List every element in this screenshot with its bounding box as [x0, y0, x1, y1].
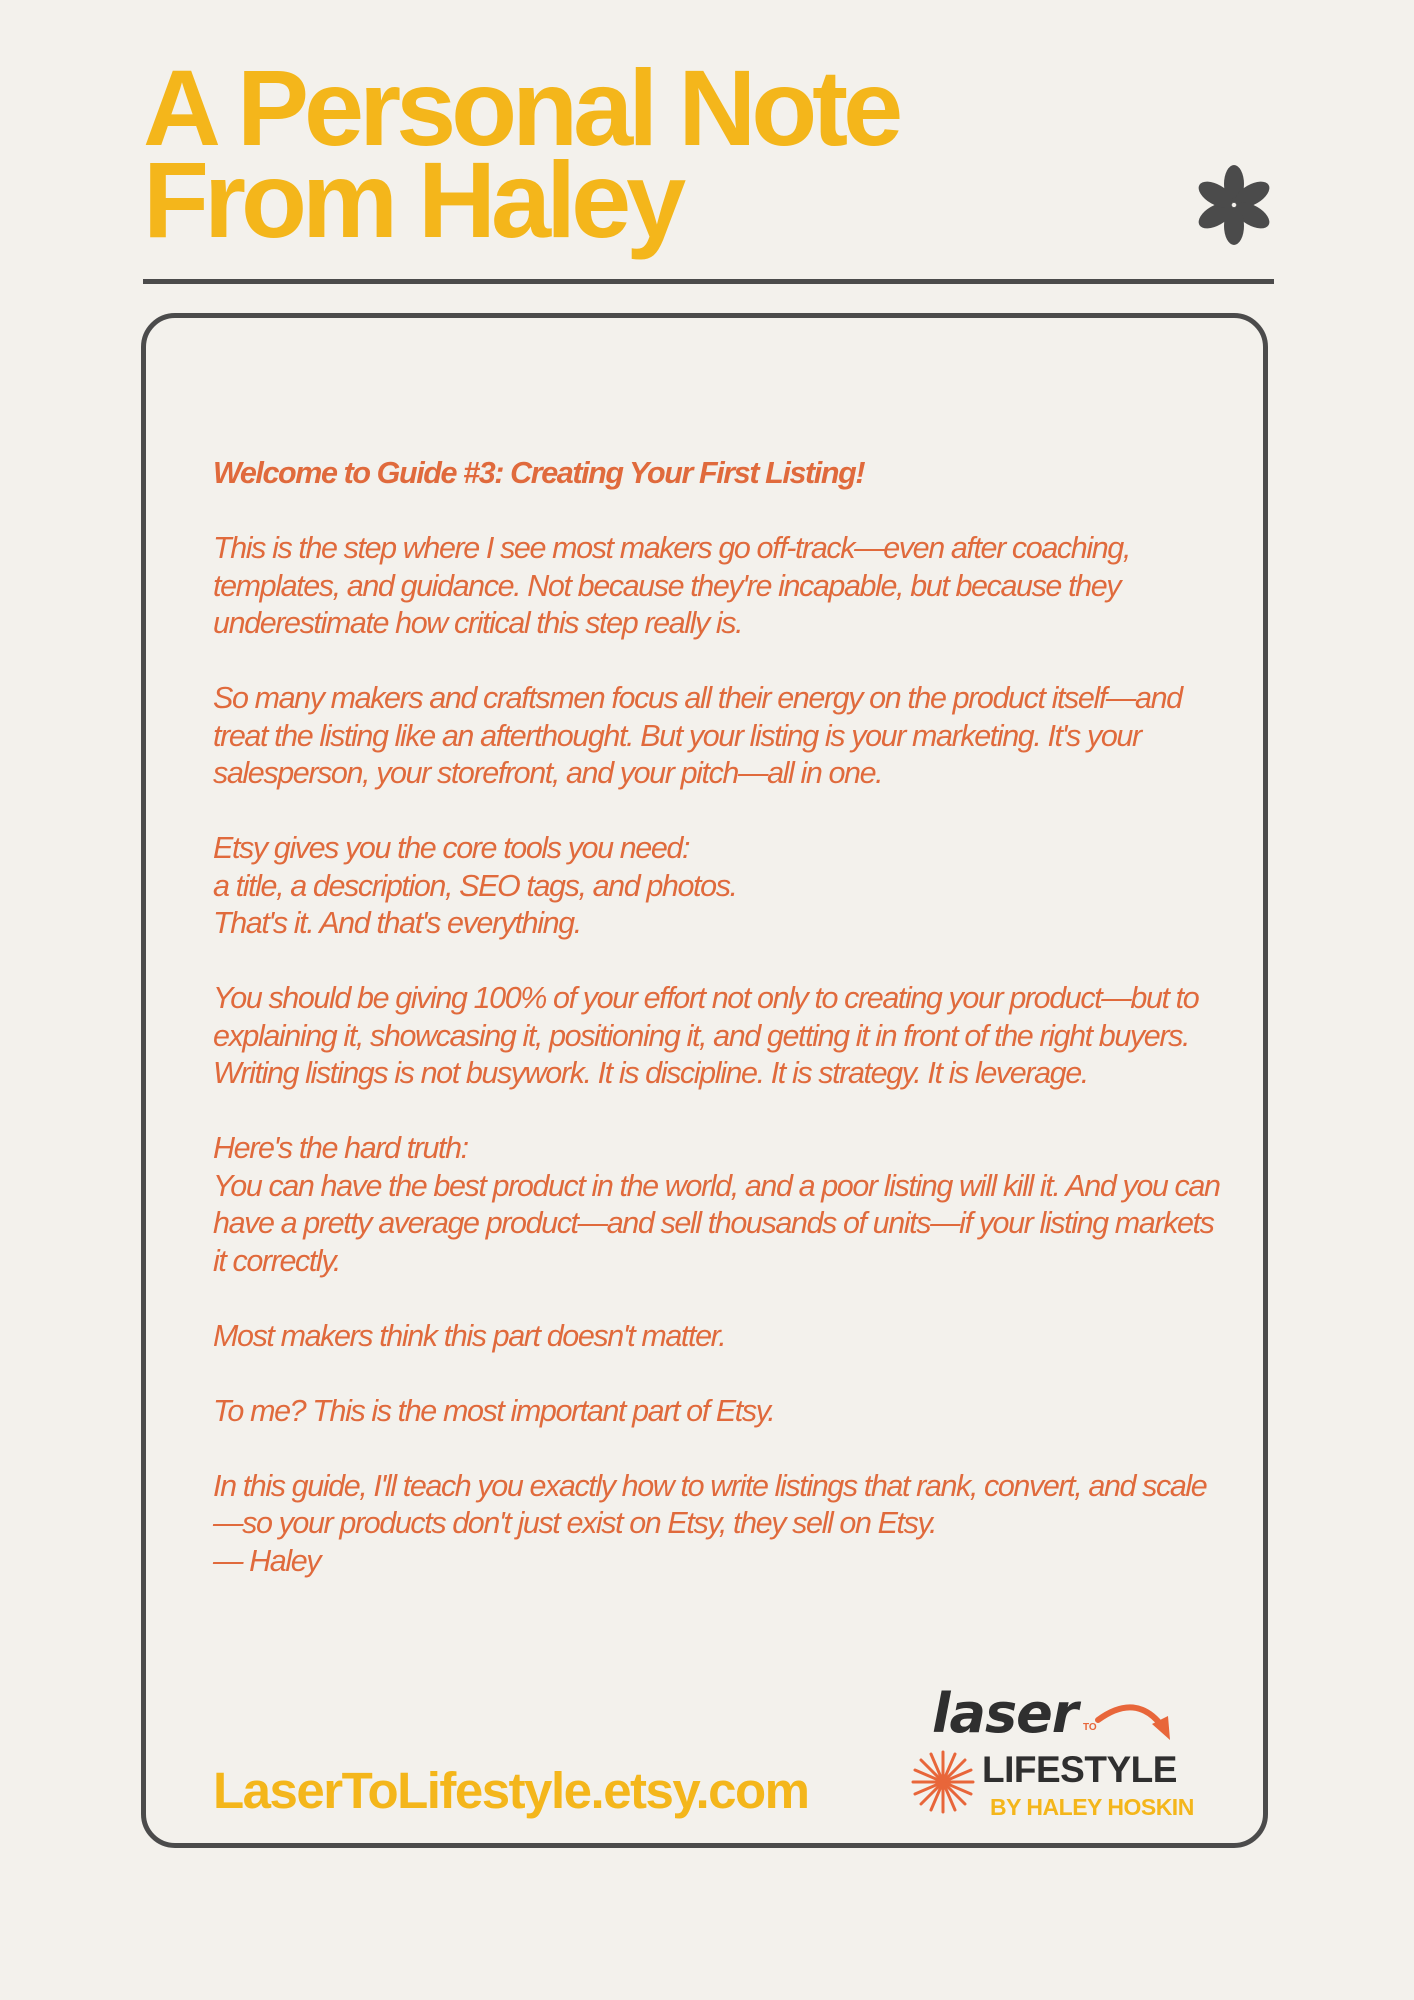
note-line: Here's the hard truth:	[213, 1131, 468, 1165]
signature: — Haley	[213, 1543, 321, 1578]
title-line-1: A Personal Note	[143, 47, 899, 168]
note-line: You can have the best product in the world, and a poor listing will kill it. And you can have a pretty average product—and sell thousands of units—if your listing markets it correctly.	[213, 1168, 1220, 1278]
title-divider	[143, 279, 1274, 284]
logo-word-to: TO	[1083, 1722, 1097, 1733]
welcome-heading: Welcome to Guide #3: Creating Your First Listing!	[213, 456, 865, 490]
note-paragraph: Most makers think this part doesn't matter.	[213, 1318, 726, 1353]
note-line: In this guide, I'll teach you exactly how to write listings that rank, convert, and scale—so your products don't just exist on Etsy, they sell on Etsy.	[213, 1468, 1207, 1540]
note-line: Etsy gives you the core tools you need:	[213, 831, 690, 865]
note-paragraph-tools	[213, 830, 1223, 943]
logo-word-laser: laser	[932, 1682, 1078, 1745]
logo-burst-icon	[913, 1752, 973, 1812]
note-paragraph-closing	[213, 1468, 1223, 1581]
note-paragraph: You should be giving 100% of your effort not only to creating your product—but to explaining it, showcasing it, positioning it, and getting it in front of the right buyers. Writing listings is not busywork. It is discipline. It is strategy. It is leverage.	[213, 981, 1199, 1090]
logo-byline: BY HALEY HOSKIN	[990, 1794, 1194, 1820]
note-paragraph: So many makers and craftsmen focus all their energy on the product itself—and treat the listing like an afterthought. But your listing is your marketing. It's your salesperson, your storefront, and your pitch—all in one.	[213, 681, 1182, 790]
note-body	[213, 455, 1223, 1580]
note-paragraph: To me? This is the most important part of Etsy.	[213, 1393, 775, 1428]
note-line: That's it. And that's everything.	[213, 906, 581, 940]
flower-asterisk-icon	[1194, 165, 1274, 245]
note-paragraph: This is the step where I see most makers go off-track—even after coaching, templates, and guidance. Not because they're incapable, but because they underestimate how critical this step really is.	[213, 531, 1130, 640]
note-paragraph-truth	[213, 1130, 1223, 1280]
page-title	[143, 47, 899, 260]
brand-logo	[900, 1670, 1230, 1830]
logo-word-lifestyle: LIFESTYLE	[982, 1749, 1177, 1790]
title-line-2: From Haley	[143, 139, 682, 260]
logo-arrow-icon	[1098, 1707, 1162, 1726]
note-line: a title, a description, SEO tags, and photos.	[213, 868, 737, 903]
etsy-shop-link[interactable]: LaserToLifestyle.etsy.com	[213, 1762, 809, 1819]
